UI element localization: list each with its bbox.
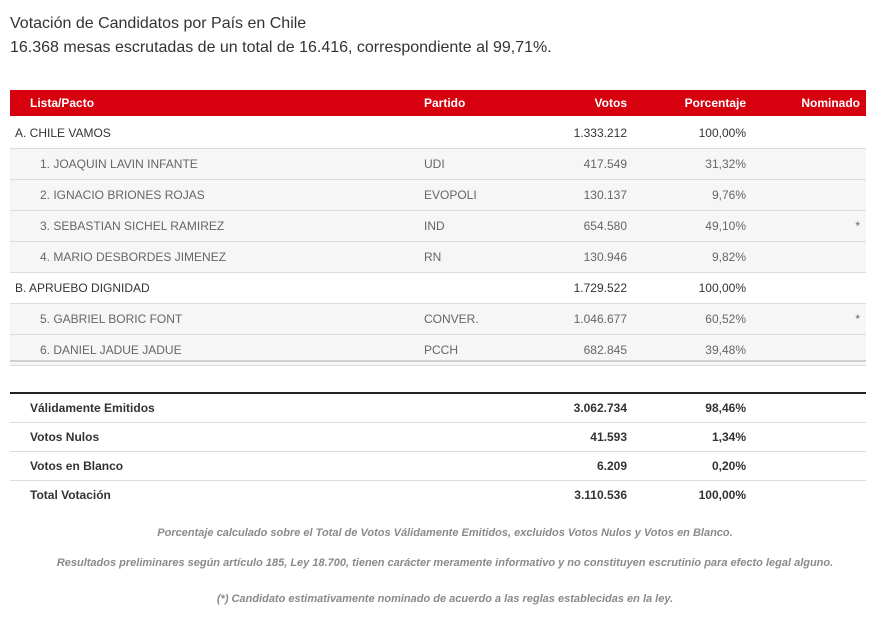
totals-percent: 1,34%: [711, 430, 746, 444]
totals-votes: 3.062.734: [573, 401, 627, 415]
row-votes: 1.729.522: [573, 281, 627, 295]
row-percent: 9,82%: [711, 250, 746, 264]
row-name: 3. SEBASTIAN SICHEL RAMIREZ: [40, 219, 225, 233]
candidate-row: [10, 180, 866, 211]
row-votes: 1.333.212: [573, 126, 627, 140]
row-party: PCCH: [424, 343, 459, 357]
totals-row: [10, 452, 866, 481]
totals-label: Válidamente Emitidos: [30, 401, 155, 415]
row-percent: 9,76%: [711, 188, 746, 202]
row-name: B. APRUEBO DIGNIDAD: [15, 281, 150, 295]
row-party: UDI: [424, 157, 445, 171]
page-subtitle: 16.368 mesas escrutadas de un total de 16.416, correspondiente al 99,71%.: [10, 39, 552, 56]
table-divider: [10, 360, 866, 362]
header-percent: Porcentaje: [684, 96, 746, 110]
page-title: Votación de Candidatos por País en Chile: [10, 15, 307, 32]
row-votes: 130.137: [583, 188, 627, 202]
candidate-row: [10, 242, 866, 273]
totals-row: [10, 423, 866, 452]
results-table: [10, 118, 866, 366]
page-title-block: [10, 12, 552, 60]
totals-percent: 98,46%: [705, 401, 746, 415]
row-percent: 39,48%: [705, 343, 746, 357]
totals-label: Total Votación: [30, 488, 111, 502]
candidate-row: [10, 149, 866, 180]
row-party: EVOPOLI: [424, 188, 477, 202]
row-votes: 130.946: [583, 250, 627, 264]
row-percent: 100,00%: [698, 126, 746, 140]
pact-row: [10, 273, 866, 304]
row-name: 4. MARIO DESBORDES JIMENEZ: [40, 250, 227, 264]
footnote-nominated: (*) Candidato estimativamente nominado de acuerdo a las reglas establecidas en la ley.: [216, 593, 674, 605]
row-nominated: *: [855, 312, 860, 326]
row-nominated: *: [855, 219, 860, 233]
totals-percent: 100,00%: [698, 488, 746, 502]
header-party: Partido: [424, 96, 466, 110]
row-percent: 31,32%: [705, 157, 746, 171]
totals-row: [10, 481, 866, 509]
totals-votes: 6.209: [596, 459, 627, 473]
row-name: A. CHILE VAMOS: [15, 126, 111, 140]
row-party: IND: [424, 219, 445, 233]
row-name: 1. JOAQUIN LAVIN INFANTE: [40, 157, 198, 171]
row-party: CONVER.: [424, 312, 479, 326]
row-votes: 417.549: [583, 157, 627, 171]
row-name: 5. GABRIEL BORIC FONT: [40, 312, 183, 326]
pact-row: [10, 118, 866, 149]
footnote-percentage: Porcentaje calculado sobre el Total de Votos Válidamente Emitidos, excluidos Votos Nulos y Votos en Blanco.: [157, 527, 733, 539]
row-percent: 60,52%: [705, 312, 746, 326]
row-votes: 1.046.677: [573, 312, 627, 326]
row-name: 6. DANIEL JADUE JADUE: [40, 343, 182, 357]
candidate-row: [10, 304, 866, 335]
totals-votes: 3.110.536: [574, 488, 627, 502]
totals-row: [10, 394, 866, 423]
footnote-legal: Resultados preliminares según artículo 185, Ley 18.700, tienen carácter meramente informativo y no constituyen escrutinio para efecto legal alguno.: [56, 557, 834, 569]
header-list: Lista/Pacto: [30, 96, 95, 110]
row-name: 2. IGNACIO BRIONES ROJAS: [40, 188, 205, 202]
header-nominated: Nominado: [801, 96, 860, 110]
row-votes: 654.580: [583, 219, 627, 233]
row-votes: 682.845: [583, 343, 627, 357]
header-votes: Votos: [594, 96, 627, 110]
totals-label: Votos Nulos: [30, 430, 100, 444]
totals-label: Votos en Blanco: [30, 459, 124, 473]
row-percent: 49,10%: [705, 219, 746, 233]
totals-percent: 0,20%: [711, 459, 746, 473]
totals-votes: 41.593: [590, 430, 627, 444]
row-party: RN: [424, 250, 442, 264]
table-header: [10, 90, 866, 116]
row-percent: 100,00%: [698, 281, 746, 295]
candidate-row: [10, 211, 866, 242]
totals-table: [10, 394, 866, 509]
